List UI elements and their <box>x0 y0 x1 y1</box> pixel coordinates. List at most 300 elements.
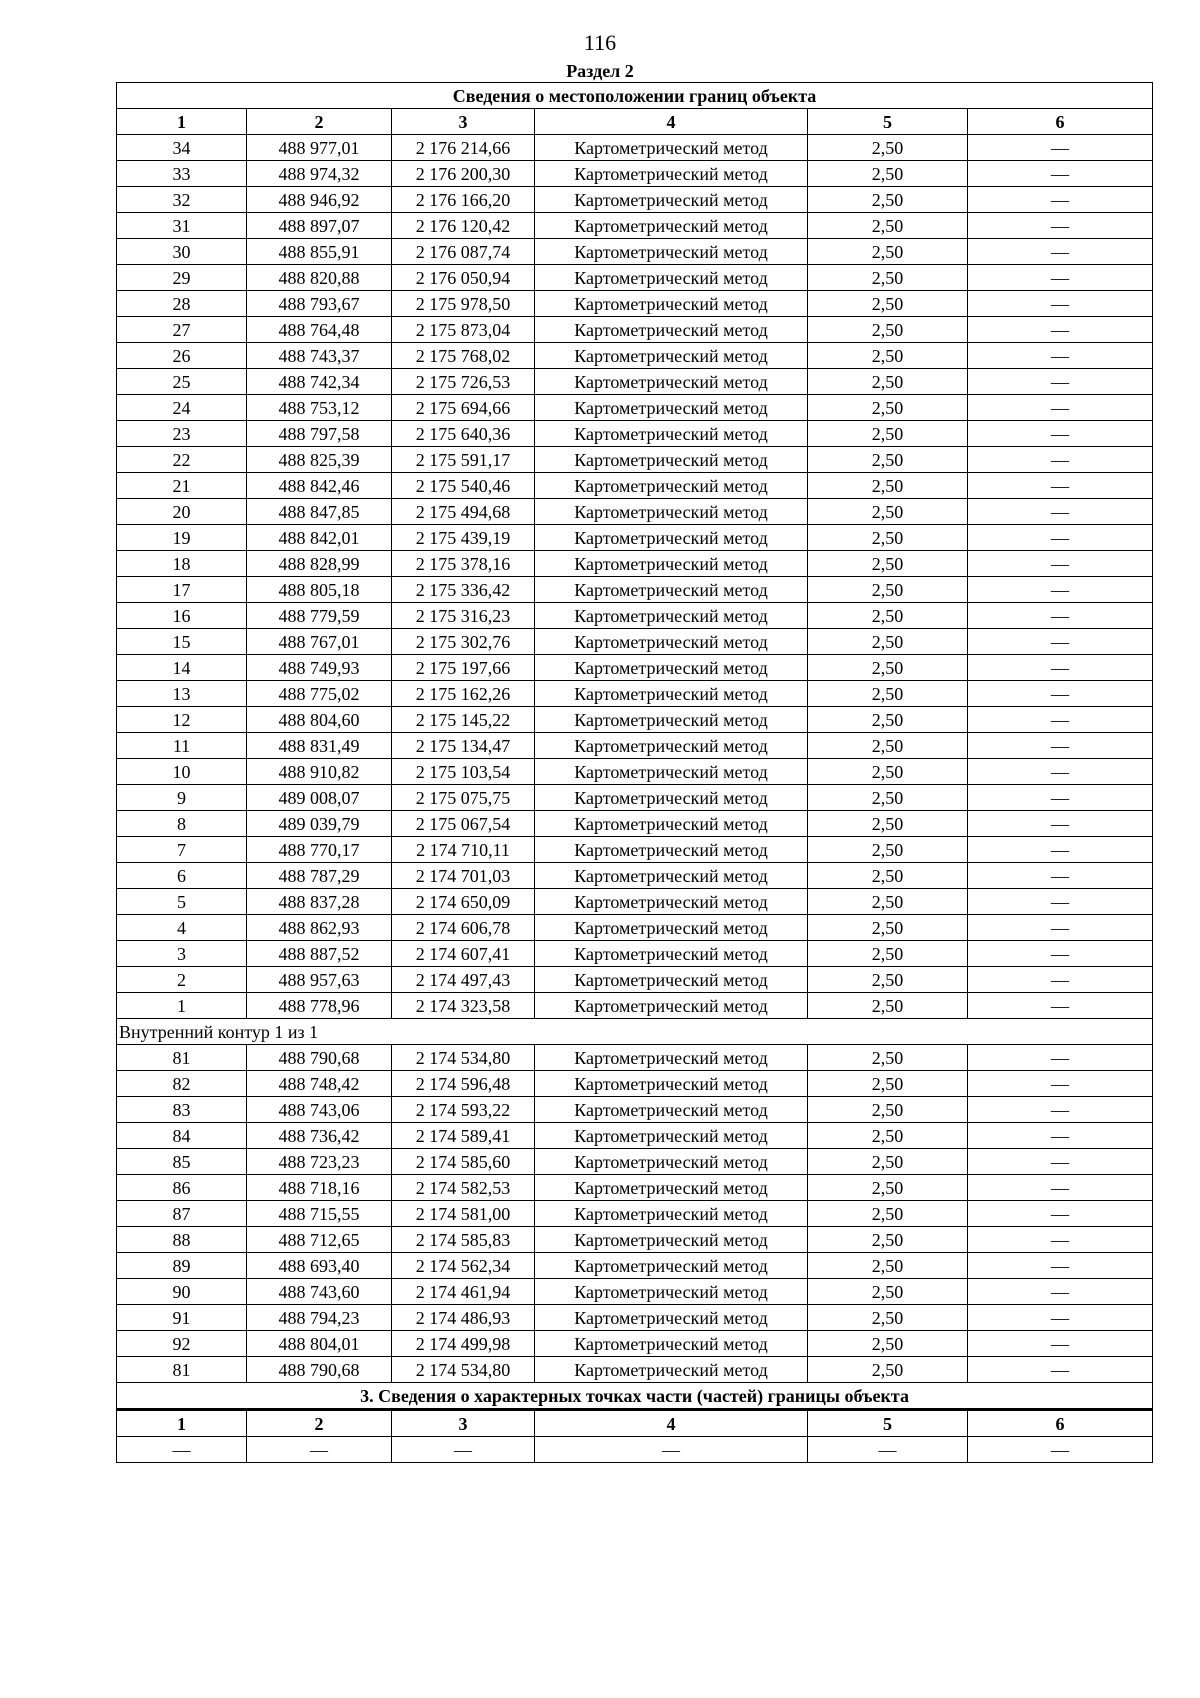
table-cell-col-4: Картометрический метод <box>535 265 808 291</box>
table-cell-col-4: Картометрический метод <box>535 915 808 941</box>
table-cell-col-3: 2 174 534,80 <box>392 1357 535 1383</box>
table-cell-col-3: 2 174 582,53 <box>392 1175 535 1201</box>
table-cell-col-2: — <box>247 1437 392 1463</box>
inner-contour-label-row <box>117 1019 1153 1045</box>
table-cell-col-4: Картометрический метод <box>535 135 808 161</box>
table-row <box>117 161 1153 187</box>
table-cell-col-5: 2,50 <box>808 967 968 993</box>
table-row <box>117 1097 1153 1123</box>
table-cell-col-5: 2,50 <box>808 1149 968 1175</box>
table-cell-col-1: 23 <box>117 421 247 447</box>
table-row <box>117 291 1153 317</box>
table-cell-col-1: 13 <box>117 681 247 707</box>
table-cell-col-1: 19 <box>117 525 247 551</box>
table-cell-col-5: 2,50 <box>808 499 968 525</box>
table-cell-col-1: 28 <box>117 291 247 317</box>
table-cell-col-4: Картометрический метод <box>535 187 808 213</box>
table-cell-col-2: 488 693,40 <box>247 1253 392 1279</box>
table-cell-col-6: — <box>968 551 1153 577</box>
table-cell-col-6: — <box>968 707 1153 733</box>
table-cell-col-1: 1 <box>117 109 247 135</box>
table-cell-col-5: 2,50 <box>808 551 968 577</box>
table-cell-col-4: Картометрический метод <box>535 1305 808 1331</box>
table-cell-col-3: 2 176 214,66 <box>392 135 535 161</box>
table-cell-col-1: 15 <box>117 629 247 655</box>
column-header-row <box>117 109 1153 135</box>
table-cell-col-2: 488 828,99 <box>247 551 392 577</box>
table-cell-col-5: 2,50 <box>808 1305 968 1331</box>
section-title: Раздел 2 <box>566 61 634 81</box>
table-row <box>117 785 1153 811</box>
table-cell-col-2: 488 794,23 <box>247 1305 392 1331</box>
table-cell-col-4: Картометрический метод <box>535 889 808 915</box>
table-cell-col-5: 2,50 <box>808 1227 968 1253</box>
table-row <box>117 707 1153 733</box>
table-cell-col-4: 4 <box>535 109 808 135</box>
table-row <box>117 369 1153 395</box>
table-row <box>117 1331 1153 1357</box>
table-cell-col-6: — <box>968 1357 1153 1383</box>
table-row <box>117 447 1153 473</box>
table-cell-col-1: 88 <box>117 1227 247 1253</box>
table-cell-col-2: 489 008,07 <box>247 785 392 811</box>
table-cell-col-4: Картометрический метод <box>535 1357 808 1383</box>
table-cell-col-5: 2,50 <box>808 837 968 863</box>
table-cell-col-2: 488 790,68 <box>247 1357 392 1383</box>
table-cell-col-4: Картометрический метод <box>535 551 808 577</box>
table-cell-col-3: 2 174 589,41 <box>392 1123 535 1149</box>
table-cell-col-5: 2,50 <box>808 473 968 499</box>
table-row <box>117 525 1153 551</box>
table-cell-col-1: 4 <box>117 915 247 941</box>
table-cell-col-3: 2 175 768,02 <box>392 343 535 369</box>
table-cell-col-3: 2 175 494,68 <box>392 499 535 525</box>
table-cell-col-2: 488 897,07 <box>247 213 392 239</box>
table-cell-col-2: 488 767,01 <box>247 629 392 655</box>
table-cell-col-4: Картометрический метод <box>535 1071 808 1097</box>
table-cell-col-1: 1 <box>117 993 247 1019</box>
table-cell-col-6: — <box>968 1071 1153 1097</box>
coordinates-table <box>116 82 1153 1463</box>
table-cell-col-6: — <box>968 811 1153 837</box>
section3-title-row <box>117 1383 1153 1410</box>
table-cell-col-3: 2 175 145,22 <box>392 707 535 733</box>
table-cell-col-1: 8 <box>117 811 247 837</box>
table-cell-col-6: — <box>968 525 1153 551</box>
table-cell-col-1: 81 <box>117 1357 247 1383</box>
table-cell-col-2: 488 743,60 <box>247 1279 392 1305</box>
table-cell-col-5: 2,50 <box>808 759 968 785</box>
table-cell-col-3: 2 175 540,46 <box>392 473 535 499</box>
table-cell-col-6: — <box>968 1201 1153 1227</box>
table-cell-col-3: 2 174 486,93 <box>392 1305 535 1331</box>
table-cell-col-1: 87 <box>117 1201 247 1227</box>
table-cell-col-1: 32 <box>117 187 247 213</box>
table-cell-col-2: 488 957,63 <box>247 967 392 993</box>
inner-contour-label: Внутренний контур 1 из 1 <box>117 1019 1153 1045</box>
table-cell-col-1: 10 <box>117 759 247 785</box>
table-cell-col-3: 2 175 134,47 <box>392 733 535 759</box>
table-cell-col-3: 2 176 166,20 <box>392 187 535 213</box>
table-row <box>117 759 1153 785</box>
table-cell-col-1: 83 <box>117 1097 247 1123</box>
table-row <box>117 915 1153 941</box>
table-cell-col-1: 90 <box>117 1279 247 1305</box>
table-cell-col-6: — <box>968 603 1153 629</box>
table-row <box>117 863 1153 889</box>
table-cell-col-1: 9 <box>117 785 247 811</box>
table-row <box>117 473 1153 499</box>
table-row <box>117 317 1153 343</box>
table-cell-col-3: 2 175 316,23 <box>392 603 535 629</box>
table-cell-col-6: — <box>968 343 1153 369</box>
table-cell-col-5: 2,50 <box>808 395 968 421</box>
table-cell-col-6: — <box>968 889 1153 915</box>
table-cell-col-4: Картометрический метод <box>535 733 808 759</box>
table-cell-col-2: 488 887,52 <box>247 941 392 967</box>
table-cell-col-5: 2,50 <box>808 213 968 239</box>
table-cell-col-3: 2 175 067,54 <box>392 811 535 837</box>
table-cell-col-5: 2,50 <box>808 1175 968 1201</box>
table-cell-col-5: 2,50 <box>808 863 968 889</box>
table-cell-col-2: 488 723,23 <box>247 1149 392 1175</box>
table-cell-col-6: — <box>968 135 1153 161</box>
table-cell-col-2: 488 743,37 <box>247 343 392 369</box>
table-cell-col-2: 488 831,49 <box>247 733 392 759</box>
table-cell-col-6: — <box>968 1227 1153 1253</box>
table-cell-col-5: 2,50 <box>808 889 968 915</box>
table-cell-col-5: 2,50 <box>808 1045 968 1071</box>
table-row <box>117 135 1153 161</box>
table-cell-col-6: 6 <box>968 1410 1153 1437</box>
table-cell-col-5: 2,50 <box>808 135 968 161</box>
table-cell-col-6: — <box>968 213 1153 239</box>
table-row <box>117 1357 1153 1383</box>
table-cell-col-1: 31 <box>117 213 247 239</box>
table-cell-col-1: 24 <box>117 395 247 421</box>
table-cell-col-5: 2,50 <box>808 317 968 343</box>
table-cell-col-4: — <box>535 1437 808 1463</box>
table-cell-col-6: — <box>968 759 1153 785</box>
table-cell-col-2: 488 749,93 <box>247 655 392 681</box>
table-cell-col-5: 2,50 <box>808 733 968 759</box>
table-cell-col-5: 2,50 <box>808 265 968 291</box>
table-cell-col-3: 2 176 200,30 <box>392 161 535 187</box>
table-cell-col-3: 2 174 585,60 <box>392 1149 535 1175</box>
table-cell-col-4: Картометрический метод <box>535 343 808 369</box>
table-row <box>117 1227 1153 1253</box>
table-cell-col-4: Картометрический метод <box>535 967 808 993</box>
table-cell-col-6: — <box>968 681 1153 707</box>
table-row <box>117 889 1153 915</box>
table-cell-col-4: Картометрический метод <box>535 863 808 889</box>
table-cell-col-2: 488 804,01 <box>247 1331 392 1357</box>
table-cell-col-2: 488 718,16 <box>247 1175 392 1201</box>
table-title-row <box>117 83 1153 109</box>
table-cell-col-4: Картометрический метод <box>535 421 808 447</box>
table-cell-col-4: Картометрический метод <box>535 161 808 187</box>
table-cell-col-1: 27 <box>117 317 247 343</box>
table-cell-col-4: Картометрический метод <box>535 707 808 733</box>
table-cell-col-2: 488 825,39 <box>247 447 392 473</box>
table-cell-col-2: 488 977,01 <box>247 135 392 161</box>
table-cell-col-3: 2 175 591,17 <box>392 447 535 473</box>
table-cell-col-4: Картометрический метод <box>535 785 808 811</box>
table-cell-col-3: 2 175 103,54 <box>392 759 535 785</box>
table-row <box>117 629 1153 655</box>
table-cell-col-6: — <box>968 1045 1153 1071</box>
table-cell-col-4: Картометрический метод <box>535 447 808 473</box>
table-cell-col-6: — <box>968 239 1153 265</box>
table-cell-col-3: 2 175 694,66 <box>392 395 535 421</box>
table-row <box>117 1305 1153 1331</box>
table-cell-col-1: 89 <box>117 1253 247 1279</box>
table-cell-col-6: — <box>968 941 1153 967</box>
table-cell-col-5: 2,50 <box>808 811 968 837</box>
table-cell-col-5: 2,50 <box>808 447 968 473</box>
table-cell-col-3: 2 174 606,78 <box>392 915 535 941</box>
table-cell-col-5: 5 <box>808 109 968 135</box>
table-cell-col-4: Картометрический метод <box>535 1045 808 1071</box>
table-cell-col-2: 488 778,96 <box>247 993 392 1019</box>
table-cell-col-1: 91 <box>117 1305 247 1331</box>
table-cell-col-5: 2,50 <box>808 1123 968 1149</box>
table-cell-col-3: 2 174 593,22 <box>392 1097 535 1123</box>
table-cell-col-5: 2,50 <box>808 1279 968 1305</box>
table-cell-col-4: Картометрический метод <box>535 213 808 239</box>
table-row <box>117 1437 1153 1463</box>
table-cell-col-3: 2 174 323,58 <box>392 993 535 1019</box>
table-cell-col-2: 488 862,93 <box>247 915 392 941</box>
table-cell-col-2: 488 779,59 <box>247 603 392 629</box>
table-row <box>117 1279 1153 1305</box>
table-cell-col-6: — <box>968 967 1153 993</box>
table-cell-col-6: — <box>968 1097 1153 1123</box>
table-row <box>117 603 1153 629</box>
table-row <box>117 1149 1153 1175</box>
table-cell-col-6: — <box>968 1149 1153 1175</box>
table-cell-col-6: — <box>968 473 1153 499</box>
table-cell-col-2: 488 855,91 <box>247 239 392 265</box>
table-cell-col-1: 85 <box>117 1149 247 1175</box>
table-cell-col-2: 488 743,06 <box>247 1097 392 1123</box>
table-cell-col-5: 2,50 <box>808 1071 968 1097</box>
table-cell-col-4: Картометрический метод <box>535 681 808 707</box>
table-cell-col-4: Картометрический метод <box>535 1227 808 1253</box>
table-cell-col-6: — <box>968 187 1153 213</box>
table-cell-col-5: 2,50 <box>808 1253 968 1279</box>
table-cell-col-5: 2,50 <box>808 1097 968 1123</box>
table-cell-col-4: 4 <box>535 1410 808 1437</box>
table-cell-col-1: 12 <box>117 707 247 733</box>
table-cell-col-4: Картометрический метод <box>535 837 808 863</box>
table-cell-col-3: 2 175 378,16 <box>392 551 535 577</box>
table-cell-col-3: 2 174 607,41 <box>392 941 535 967</box>
table-cell-col-5: 2,50 <box>808 291 968 317</box>
table-cell-col-5: 2,50 <box>808 369 968 395</box>
table-cell-col-3: 2 174 710,11 <box>392 837 535 863</box>
table-title: Сведения о местоположении границ объекта <box>117 83 1153 109</box>
table-cell-col-4: Картометрический метод <box>535 369 808 395</box>
table-cell-col-6: — <box>968 1305 1153 1331</box>
table-cell-col-1: — <box>117 1437 247 1463</box>
table-cell-col-4: Картометрический метод <box>535 525 808 551</box>
table-row <box>117 343 1153 369</box>
table-cell-col-3: 3 <box>392 1410 535 1437</box>
table-cell-col-1: 20 <box>117 499 247 525</box>
table-cell-col-1: 22 <box>117 447 247 473</box>
table-cell-col-2: 488 775,02 <box>247 681 392 707</box>
table-cell-col-3: 2 174 461,94 <box>392 1279 535 1305</box>
table-cell-col-4: Картометрический метод <box>535 655 808 681</box>
table-cell-col-4: Картометрический метод <box>535 1123 808 1149</box>
table-cell-col-1: 6 <box>117 863 247 889</box>
table-cell-col-6: — <box>968 577 1153 603</box>
table-cell-col-3: 2 176 120,42 <box>392 213 535 239</box>
section3-header-row <box>117 1410 1153 1437</box>
table-row <box>117 499 1153 525</box>
table-cell-col-2: 488 736,42 <box>247 1123 392 1149</box>
table-cell-col-4: Картометрический метод <box>535 395 808 421</box>
table-cell-col-4: Картометрический метод <box>535 577 808 603</box>
table-cell-col-2: 488 804,60 <box>247 707 392 733</box>
table-cell-col-2: 488 842,01 <box>247 525 392 551</box>
table-cell-col-2: 488 946,92 <box>247 187 392 213</box>
table-cell-col-6: — <box>968 993 1153 1019</box>
table-cell-col-4: Картометрический метод <box>535 1097 808 1123</box>
table-row <box>117 551 1153 577</box>
table-cell-col-6: — <box>968 915 1153 941</box>
page-number: 116 <box>583 30 617 55</box>
table-cell-col-6: — <box>968 291 1153 317</box>
table-cell-col-2: 488 753,12 <box>247 395 392 421</box>
table-cell-col-1: 16 <box>117 603 247 629</box>
table-cell-col-5: 2,50 <box>808 993 968 1019</box>
table-cell-col-2: 489 039,79 <box>247 811 392 837</box>
table-cell-col-1: 25 <box>117 369 247 395</box>
table-cell-col-4: Картометрический метод <box>535 291 808 317</box>
table-row <box>117 187 1153 213</box>
table-cell-col-5: 2,50 <box>808 421 968 447</box>
table-cell-col-4: Картометрический метод <box>535 993 808 1019</box>
table-cell-col-4: Картометрический метод <box>535 1331 808 1357</box>
table-cell-col-2: 488 805,18 <box>247 577 392 603</box>
table-cell-col-4: Картометрический метод <box>535 1253 808 1279</box>
table-cell-col-6: — <box>968 1253 1153 1279</box>
table-cell-col-6: 6 <box>968 109 1153 135</box>
table-cell-col-5: 2,50 <box>808 785 968 811</box>
table-cell-col-4: Картометрический метод <box>535 473 808 499</box>
table-cell-col-4: Картометрический метод <box>535 1149 808 1175</box>
table-cell-col-5: 2,50 <box>808 239 968 265</box>
table-cell-col-3: 2 174 497,43 <box>392 967 535 993</box>
table-cell-col-2: 2 <box>247 109 392 135</box>
table-cell-col-1: 29 <box>117 265 247 291</box>
table-cell-col-3: 2 175 873,04 <box>392 317 535 343</box>
section3-title: 3. Сведения о характерных точках части (частей) границы объекта <box>117 1383 1153 1410</box>
table-cell-col-3: 3 <box>392 109 535 135</box>
table-cell-col-4: Картометрический метод <box>535 629 808 655</box>
table-cell-col-5: 2,50 <box>808 707 968 733</box>
table-cell-col-2: 488 797,58 <box>247 421 392 447</box>
table-cell-col-2: 488 820,88 <box>247 265 392 291</box>
table-cell-col-1: 7 <box>117 837 247 863</box>
table-cell-col-2: 488 847,85 <box>247 499 392 525</box>
table-cell-col-2: 488 842,46 <box>247 473 392 499</box>
table-cell-col-1: 33 <box>117 161 247 187</box>
table-cell-col-2: 488 764,48 <box>247 317 392 343</box>
table-cell-col-3: 2 174 650,09 <box>392 889 535 915</box>
table-cell-col-1: 81 <box>117 1045 247 1071</box>
table-cell-col-1: 3 <box>117 941 247 967</box>
table-cell-col-6: — <box>968 1175 1153 1201</box>
table-cell-col-5: 2,50 <box>808 525 968 551</box>
table-cell-col-6: — <box>968 499 1153 525</box>
table-cell-col-6: — <box>968 369 1153 395</box>
table-cell-col-1: 5 <box>117 889 247 915</box>
table-cell-col-5: 2,50 <box>808 915 968 941</box>
table-cell-col-3: 2 175 162,26 <box>392 681 535 707</box>
table-cell-col-2: 488 837,28 <box>247 889 392 915</box>
table-cell-col-3: 2 175 640,36 <box>392 421 535 447</box>
table-cell-col-6: — <box>968 655 1153 681</box>
table-cell-col-6: — <box>968 421 1153 447</box>
table-cell-col-5: 2,50 <box>808 187 968 213</box>
table-cell-col-3: 2 174 585,83 <box>392 1227 535 1253</box>
table-row <box>117 1045 1153 1071</box>
table-cell-col-2: 488 793,67 <box>247 291 392 317</box>
table-cell-col-2: 488 787,29 <box>247 863 392 889</box>
table-row <box>117 837 1153 863</box>
table-cell-col-1: 1 <box>117 1410 247 1437</box>
table-cell-col-3: 2 176 087,74 <box>392 239 535 265</box>
table-cell-col-6: — <box>968 1123 1153 1149</box>
table-cell-col-1: 26 <box>117 343 247 369</box>
table-cell-col-3: 2 174 581,00 <box>392 1201 535 1227</box>
table-row <box>117 1071 1153 1097</box>
table-cell-col-6: — <box>968 1331 1153 1357</box>
table-row <box>117 967 1153 993</box>
table-cell-col-2: 488 748,42 <box>247 1071 392 1097</box>
table-row <box>117 655 1153 681</box>
table-cell-col-1: 30 <box>117 239 247 265</box>
table-cell-col-5: 2,50 <box>808 1201 968 1227</box>
table-cell-col-5: 2,50 <box>808 343 968 369</box>
table-row <box>117 213 1153 239</box>
table-cell-col-3: 2 175 302,76 <box>392 629 535 655</box>
table-cell-col-4: Картометрический метод <box>535 759 808 785</box>
table-row <box>117 733 1153 759</box>
table-cell-col-2: 488 974,32 <box>247 161 392 187</box>
table-cell-col-2: 488 712,65 <box>247 1227 392 1253</box>
table-cell-col-2: 2 <box>247 1410 392 1437</box>
table-cell-col-1: 11 <box>117 733 247 759</box>
table-cell-col-3: 2 174 534,80 <box>392 1045 535 1071</box>
table-row <box>117 681 1153 707</box>
table-cell-col-1: 2 <box>117 967 247 993</box>
table-cell-col-4: Картометрический метод <box>535 603 808 629</box>
table-cell-col-1: 14 <box>117 655 247 681</box>
table-cell-col-6: — <box>968 1279 1153 1305</box>
table-cell-col-5: — <box>808 1437 968 1463</box>
table-row <box>117 395 1153 421</box>
table-cell-col-1: 86 <box>117 1175 247 1201</box>
table-row <box>117 239 1153 265</box>
table-cell-col-1: 34 <box>117 135 247 161</box>
table-row <box>117 941 1153 967</box>
table-cell-col-3: 2 175 439,19 <box>392 525 535 551</box>
table-cell-col-4: Картометрический метод <box>535 1201 808 1227</box>
